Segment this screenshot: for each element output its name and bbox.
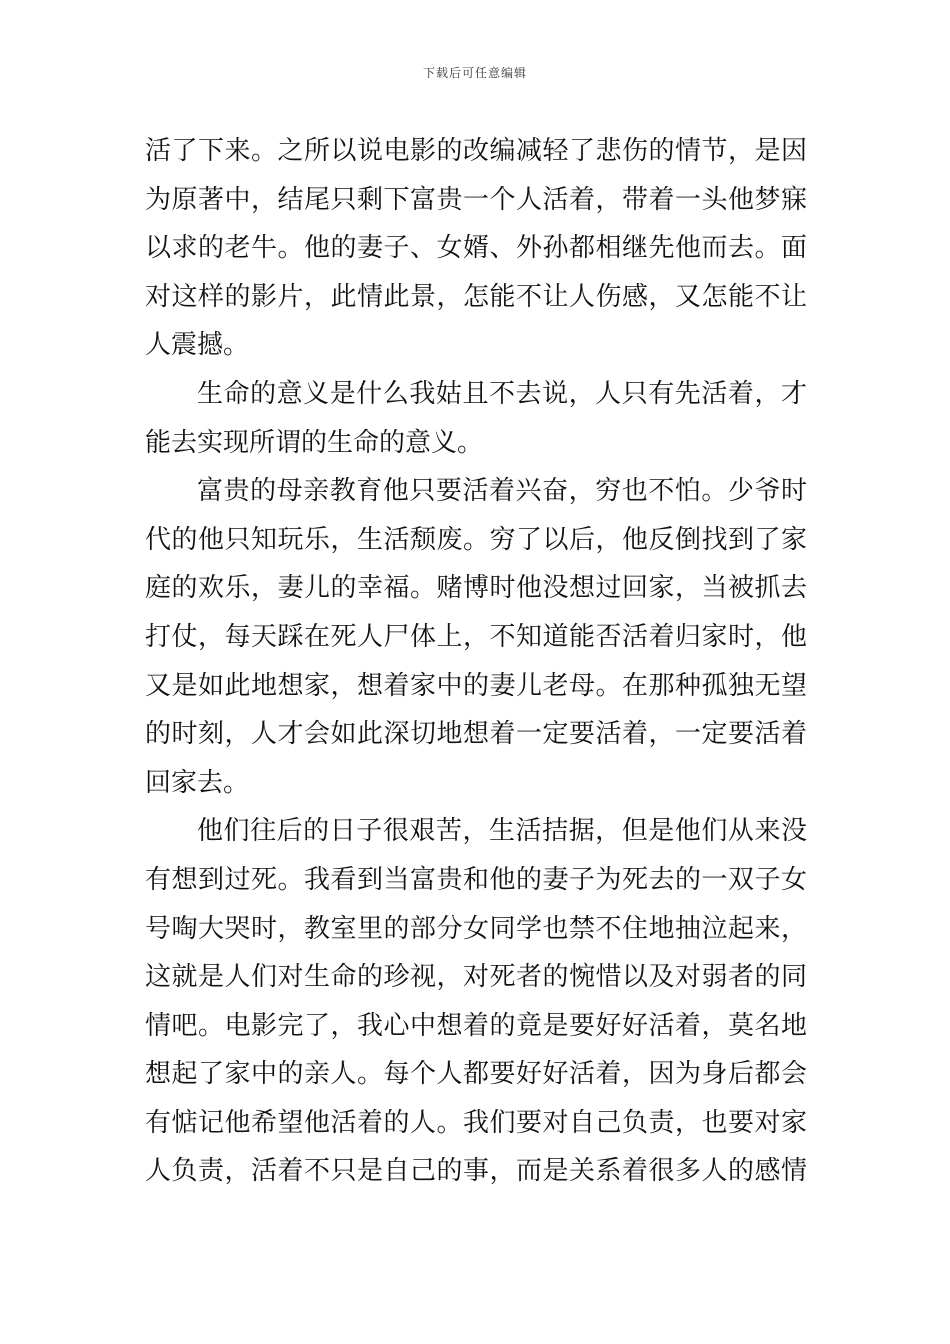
text-line: 为原著中，结尾只剩下富贵一个人活着，带着一头他梦寐	[145, 184, 807, 215]
text-line: 想起了家中的亲人。每个人都要好好活着，因为身后都会	[145, 1059, 807, 1090]
text-line: 以求的老牛。他的妻子、女婿、外孙都相继先他而去。面	[145, 233, 807, 264]
text-line: 情吧。电影完了，我心中想着的竟是要好好活着，莫名地	[145, 1010, 807, 1041]
text-line: 人震撼。	[145, 330, 250, 361]
text-line: 打仗，每天踩在死人尸体上，不知道能否活着归家时，他	[145, 621, 807, 652]
text-line: 能去实现所谓的生命的意义。	[145, 427, 484, 458]
text-line: 回家去。	[145, 767, 250, 798]
text-line: 他们往后的日子很艰苦，生活拮据，但是他们从来没	[197, 816, 807, 847]
text-line: 对这样的影片，此情此景，怎能不让人伤感，又怎能不让	[145, 281, 807, 312]
page-header: 下载后可任意编辑	[422, 66, 527, 80]
text-line: 号啕大哭时，教室里的部分女同学也禁不住地抽泣起来，	[145, 913, 807, 944]
text-line: 庭的欢乐，妻儿的幸福。赌博时他没想过回家，当被抓去	[145, 573, 807, 604]
text-line: 又是如此地想家，想着家中的妻儿老母。在那种孤独无望	[145, 670, 807, 701]
text-line: 有惦记他希望他活着的人。我们要对自己负责，也要对家	[145, 1107, 807, 1138]
text-line: 这就是人们对生命的珍视，对死者的惋惜以及对弱者的同	[145, 962, 807, 993]
text-line: 的时刻，人才会如此深切地想着一定要活着，一定要活着	[145, 719, 807, 750]
text-line: 代的他只知玩乐，生活颓废。穷了以后，他反倒找到了家	[145, 524, 807, 555]
text-line: 生命的意义是什么我姑且不去说，人只有先活着，才	[197, 378, 807, 409]
document-body	[145, 127, 807, 1196]
text-line: 人负责，活着不只是自己的事，而是关系着很多人的感情	[145, 1156, 807, 1187]
text-line: 活了下来。之所以说电影的改编减轻了悲伤的情节，是因	[145, 136, 807, 166]
text-line: 有想到过死。我看到当富贵和他的妻子为死去的一双子女	[145, 864, 807, 895]
text-line: 富贵的母亲教育他只要活着兴奋，穷也不怕。少爷时	[197, 476, 807, 507]
